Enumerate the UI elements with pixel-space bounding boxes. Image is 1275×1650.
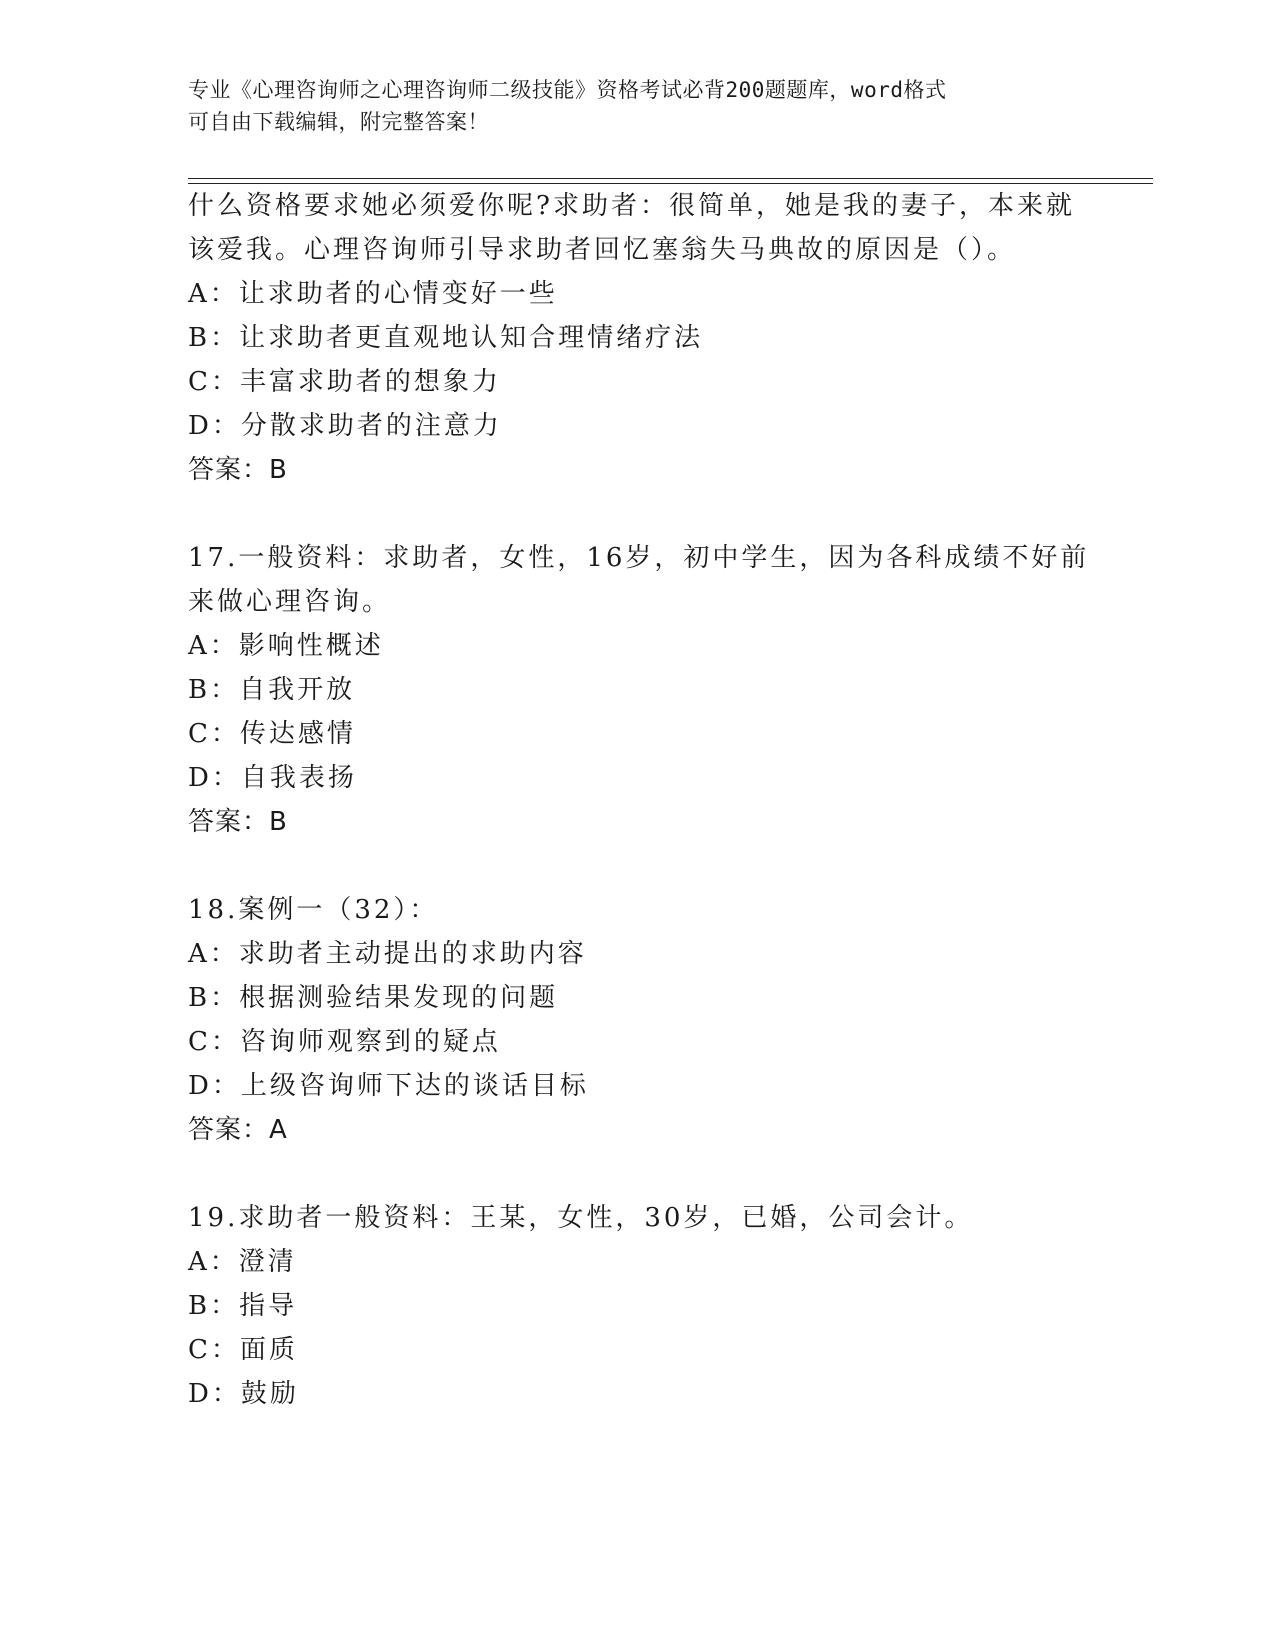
q18-stem-line-1: 18.案例一（32）： bbox=[188, 895, 439, 925]
q17-stem-line-1: 17.一般资料：求助者，女性，16岁，初中学生，因为各科成绩不好前 bbox=[188, 543, 1090, 573]
header-line-1: 专业《心理咨询师之心理咨询师二级技能》资格考试必背200题题库，word格式 bbox=[188, 78, 947, 102]
q19-option-b: B：指导 bbox=[188, 1291, 298, 1321]
header-divider-top bbox=[188, 178, 1153, 179]
q16-answer: 答案：B bbox=[188, 455, 288, 485]
header-divider-bottom bbox=[188, 183, 1153, 184]
header-line-2: 可自由下载编辑，附完整答案！ bbox=[188, 110, 489, 134]
q19-option-d: D：鼓励 bbox=[188, 1379, 299, 1409]
q18-option-b: B：根据测验结果发现的问题 bbox=[188, 983, 559, 1013]
q18-option-c: C：咨询师观察到的疑点 bbox=[188, 1027, 501, 1057]
q18-option-d: D：上级咨询师下达的谈话目标 bbox=[188, 1071, 589, 1101]
q17-option-b: B：自我开放 bbox=[188, 675, 356, 705]
q17-option-d: D：自我表扬 bbox=[188, 763, 357, 793]
q16-option-d: D：分散求助者的注意力 bbox=[188, 411, 502, 441]
q17-answer: 答案：B bbox=[188, 807, 288, 837]
q18-answer: 答案：A bbox=[188, 1115, 288, 1145]
q16-option-a: A：让求助者的心情变好一些 bbox=[188, 279, 558, 309]
q16-option-b: B：让求助者更直观地认知合理情绪疗法 bbox=[188, 323, 704, 353]
q19-option-a: A：澄清 bbox=[188, 1247, 297, 1277]
q17-option-a: A：影响性概述 bbox=[188, 631, 384, 661]
q16-stem-line-1: 什么资格要求她必须爱你呢?求助者：很简单，她是我的妻子，本来就 bbox=[188, 191, 1075, 221]
q18-option-a: A：求助者主动提出的求助内容 bbox=[188, 939, 587, 969]
q16-stem-line-2: 该爱我。心理咨询师引导求助者回忆塞翁失马典故的原因是（）。 bbox=[188, 235, 1017, 265]
q19-stem-line-1: 19.求助者一般资料：王某，女性，30岁，已婚，公司会计。 bbox=[188, 1203, 974, 1233]
q19-option-c: C：面质 bbox=[188, 1335, 298, 1365]
q16-option-c: C：丰富求助者的想象力 bbox=[188, 367, 501, 397]
q17-stem-line-2: 来做心理咨询。 bbox=[188, 587, 392, 617]
q17-option-c: C：传达感情 bbox=[188, 719, 356, 749]
document-header bbox=[188, 74, 1088, 138]
